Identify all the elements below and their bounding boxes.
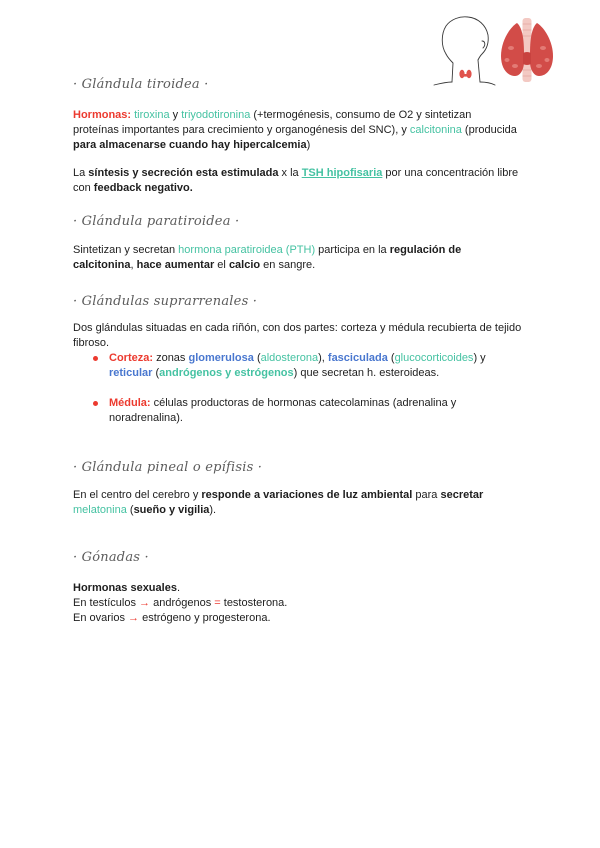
plain-text: (producida — [461, 124, 517, 136]
head-neck-outline-icon — [432, 14, 496, 86]
text-line — [109, 396, 456, 411]
plain-text: ) — [306, 139, 311, 151]
plain-text: por una concentración libre — [382, 167, 519, 179]
hormone-name: andrógenos y estrógenos — [159, 367, 294, 379]
plain-text: proteínas importantes para crecimiento y organogénesis del SNC), y — [73, 124, 410, 136]
hormonas-label: Hormonas: — [73, 109, 132, 121]
section-heading-tiroidea: · Glándula tiroidea · — [73, 77, 209, 92]
plain-text: en sangre. — [260, 259, 316, 271]
plain-text: ( — [387, 352, 395, 364]
text-line — [73, 166, 518, 181]
plain-text: En ovarios — [73, 612, 129, 624]
hormone-name: calcitonina — [409, 124, 462, 136]
plain-text: La — [73, 167, 89, 179]
paragraph-tiroidea-regulation — [73, 166, 518, 196]
bold-phrase: hace aumentar — [136, 259, 215, 271]
plain-text: andrógenos — [150, 597, 215, 609]
bold-phrase: calcio — [228, 259, 261, 271]
hormone-name: hormona paratiroidea (PTH) — [178, 244, 316, 256]
bold-phrase: responde a variaciones de luz ambiental — [201, 489, 413, 501]
text-line: fibroso. — [73, 337, 110, 349]
paragraph-suprarrenales-intro — [73, 321, 521, 351]
text-line — [73, 488, 483, 503]
corteza-label: Corteza: — [109, 352, 154, 364]
paragraph-gonadas — [73, 581, 287, 626]
text-line — [73, 243, 461, 258]
list-item-medula — [109, 396, 456, 426]
plain-text: testosterona. — [220, 597, 288, 609]
plain-text: En testículos — [73, 597, 140, 609]
plain-text: noradrenalina). — [109, 412, 183, 424]
zone-name: fasciculada — [327, 352, 388, 364]
plain-text: ) que secretan h. esteroideas. — [293, 367, 440, 379]
bold-phrase: calcitonina — [73, 259, 131, 271]
plain-text: células productoras de hormonas catecolaminas (adrenalina y — [150, 397, 457, 409]
zone-name: glomerulosa — [188, 352, 254, 364]
plain-text: ( — [253, 352, 261, 364]
text-line — [73, 611, 287, 626]
plain-text: participa en la — [315, 244, 390, 256]
text-line — [109, 411, 456, 426]
plain-text: En el centro del cerebro y — [73, 489, 202, 501]
bold-phrase: síntesis y secreción esta estimulada — [88, 167, 279, 179]
plain-text: estrógeno y progesterona. — [139, 612, 271, 624]
paragraph-paratiroidea — [73, 243, 461, 273]
plain-text: ) y — [473, 352, 486, 364]
plain-text: con — [73, 182, 94, 194]
paragraph-tiroidea-hormones — [73, 108, 517, 153]
text-line — [73, 108, 517, 123]
plain-text: Sintetizan y secretan — [73, 244, 179, 256]
hormone-name: triyodotironina — [181, 109, 251, 121]
hormone-name: tiroxina — [134, 109, 170, 121]
arrow-right-icon: → — [139, 597, 151, 609]
hormone-name: melatonina — [73, 504, 127, 516]
equals-sign: = — [214, 597, 221, 609]
text-line — [73, 123, 517, 138]
plain-text: ( — [152, 367, 160, 379]
text-line — [73, 258, 461, 273]
bold-phrase: regulación de — [389, 244, 462, 256]
plain-text: ), — [318, 352, 328, 364]
plain-text: para — [412, 489, 441, 501]
bold-phrase: Hormonas sexuales — [73, 582, 177, 594]
hormone-name: aldosterona — [260, 352, 319, 364]
plain-text: y — [169, 109, 182, 121]
thyroid-gland-icon — [497, 18, 557, 82]
bold-phrase: feedback negativo. — [93, 182, 193, 194]
hormone-name: glucocorticoides — [394, 352, 474, 364]
list-item-corteza — [109, 351, 486, 381]
text-line — [73, 503, 483, 518]
plain-text: ( — [126, 504, 134, 516]
text-line — [109, 351, 486, 366]
text-line — [109, 366, 486, 381]
arrow-right-icon: → — [128, 612, 140, 624]
plain-text: ). — [209, 504, 217, 516]
bold-phrase: sueño y vigilia — [133, 504, 210, 516]
medula-label: Médula: — [109, 397, 151, 409]
bold-phrase: secretar — [440, 489, 484, 501]
plain-text: , — [130, 259, 137, 271]
bullet-marker — [93, 356, 98, 361]
plain-text: x la — [278, 167, 302, 179]
section-heading-pineal: · Glándula pineal o epífisis · — [73, 460, 263, 475]
plain-text: zonas — [153, 352, 189, 364]
text-line — [73, 581, 287, 596]
bold-phrase: para almacenarse cuando hay hipercalcemia — [73, 139, 307, 151]
text-line — [73, 596, 287, 611]
text-line — [73, 181, 518, 196]
zone-name: reticular — [109, 367, 153, 379]
plain-text: (+termogénesis, consumo de O2 y sintetizan — [250, 109, 472, 121]
section-heading-suprarrenales: · Glándulas suprarrenales · — [73, 294, 258, 309]
hormone-name-underlined: TSH hipofisaria — [301, 167, 383, 179]
paragraph-pineal — [73, 488, 483, 518]
section-heading-gonadas: · Gónadas · — [73, 550, 149, 565]
section-heading-paratiroidea: · Glándula paratiroidea · — [73, 214, 240, 229]
bullet-marker — [93, 401, 98, 406]
plain-text: el — [214, 259, 229, 271]
text-line — [73, 138, 517, 153]
text-line: Dos glándulas situadas en cada riñón, con dos partes: corteza y médula recubierta de tejido — [73, 322, 522, 334]
plain-text: . — [176, 582, 180, 594]
